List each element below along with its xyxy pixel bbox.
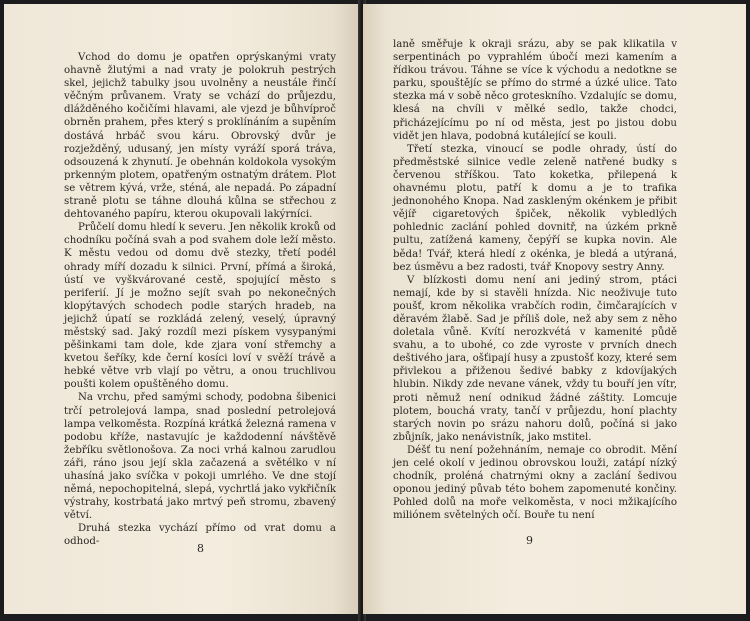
right-page-text <box>393 38 677 522</box>
paragraph: Déšť tu není požehnáním, nemaje co obrodit. Mění jen celé okolí v jedinou obrovskou louži, zatápí nízký chodník, proléná chatrnými okny a zaclání šedivou oponou jediný půvab této bohem zapomenuté končiny. Pohled dolů na moře velkoměsta, v noci mžikajícího miliónem světelných očí. Bouře tu není <box>393 444 677 522</box>
paragraph: V blízkosti domu není ani jediný strom, ptáci nemají, kde by si stavěli hnízda. Nic neoživuje tuto poušť, krom několika vrabčích rodin, čimčarajících v děravém žlabě. Sad je příliš dole, než aby sem z něho doletala vůně. Kvítí nerozkvétá v kamenité půdě svahu, a to ubohé, co zde vyroste v prvních dnech deštivého jara, ošťipají husy a zpustošť kozy, které sem přivlekou a přiženou šedivé babky z kdovíjakých hlubin. Nikdy zde nevane vánek, vždy tu bouří jen vítr, proti němuž není odnikud žádné záštity. Lomcuje plotem, bouchá vraty, tančí v průjezdu, honí plachty starých novin po srázu nahoru dolů, počíná si jako zbůjník, jako nenávistník, jako mstitel. <box>393 274 677 443</box>
paragraph: Vchod do domu je opatřen oprýskanými vraty ohavně žlutými a nad vraty je polokruh pestrých skel, jejichž tabulky jsou uvolněny a neustále řinčí věčným průvanem. Vraty se vchází do průjezdu, dlážděného kočičími hlavami, ale vjezd je bůhvíproč obrněn prahem, přes který s proklínáním a supěním dostává hrbáč svou káru. Obrovský dvůr je rozježděný, udusaný, jen místy vyráží sporá tráva, odsouzená k zhynutí. Je obehnán koldokola vysokým prkenným plotem, opatřeným ostnatým drátem. Plot se větrem kývá, vrže, sténá, ale nepadá. Po západní straně plotu se táhne dlouhá kůlna se střechou z dehtovaného papíru, kterou okupovali lakýrníci. <box>64 52 336 221</box>
paragraph: Na vrchu, před samými schody, podobna šibenici trčí petrolejová lampa, snad poslední petrolejová lampa velkoměsta. Rozpíná krátká železná ramena v podobu kříže, nastavujíc je každodenní návštěvě žebříku světlonošova. Za noci vrhá kalnou zarudlou záři, ráno jsou její skla začazená a světélko v ní uhasíná jako svíčka v pokoji umrlého. Ve dne stojí němá, nepochopitelná, slepá, vychrtlá jako vykřičník výstrahy, kostrbatá jako mrtvý peň stromu, zbavený větví. <box>64 392 336 522</box>
paragraph: Průčelí domu hledí k severu. Jen několik kroků od chodníku počíná svah a pod svahem dole leží město. K městu vedou od domu dvě stezky, třetí podél ohrady míří dozadu k silnici. První, přímá a široká, ústí ve vyškvárované cestě, spojující město s periferií. Jí je možno sejít svah po nekonečných klopýtavých schodech podle starých hradeb, na jejichž úpatí se rozkládá zelený, veselý, úpravný městský sad. Jaký rozdíl mezi pískem vysypanými pěšinkami tam dole, kde zjara voní střemchy a kvetou šeříky, kde černí kosíci loví v svěží trávě a hebké větve vrb vlají po větru, a onou truchlivou poušti kolem opuštěného domu. <box>64 222 336 391</box>
paragraph: Druhá stezka vychází přímo od vrat domu a odhod- <box>64 523 336 548</box>
left-page <box>4 4 361 614</box>
right-page <box>363 4 746 614</box>
page-number: 9 <box>526 534 533 547</box>
page-number: 8 <box>197 542 204 555</box>
paragraph: Třetí stezka, vinoucí se podle ohrady, ústí do předměstské silnice vedle zeleně natřené budky s červenou stříškou. Tato koketka, přilepená k ohavnému plotu, patří k domu a je to trafika jednonohého Knopa. Nad zaskleným okénkem je přibit vějíř cigaretových špiček, několik vybledlých pohlednic zaclání pohled dovnitř, na úzkém prkně pultu, zatížená kameny, čepýří se kupka novin. Ale běda! Tvář, která hledí z okénka, je bledá a utýraná, bez úsměvu a bez radosti, tvář Knopovy sestry Anny. <box>393 143 677 273</box>
paragraph: laně směřuje k okraji srázu, aby se pak klikatila v serpentinách po vyprahlém úbočí mezi kamením a řídkou trávou. Táhne se více k východu a nedotkne se parku, spouštějíc se přímo do strmé a úzké ulice. Tato stezka má v sobě něco groteskního. Vzdalujíc se domu, klesá na chvíli v mělké sedlo, takže chodci, přicházejícímu po ní od města, jest po jistou dobu vidět jen hlava, podobná kutálející se kouli. <box>393 39 677 142</box>
left-page-text <box>64 51 336 549</box>
